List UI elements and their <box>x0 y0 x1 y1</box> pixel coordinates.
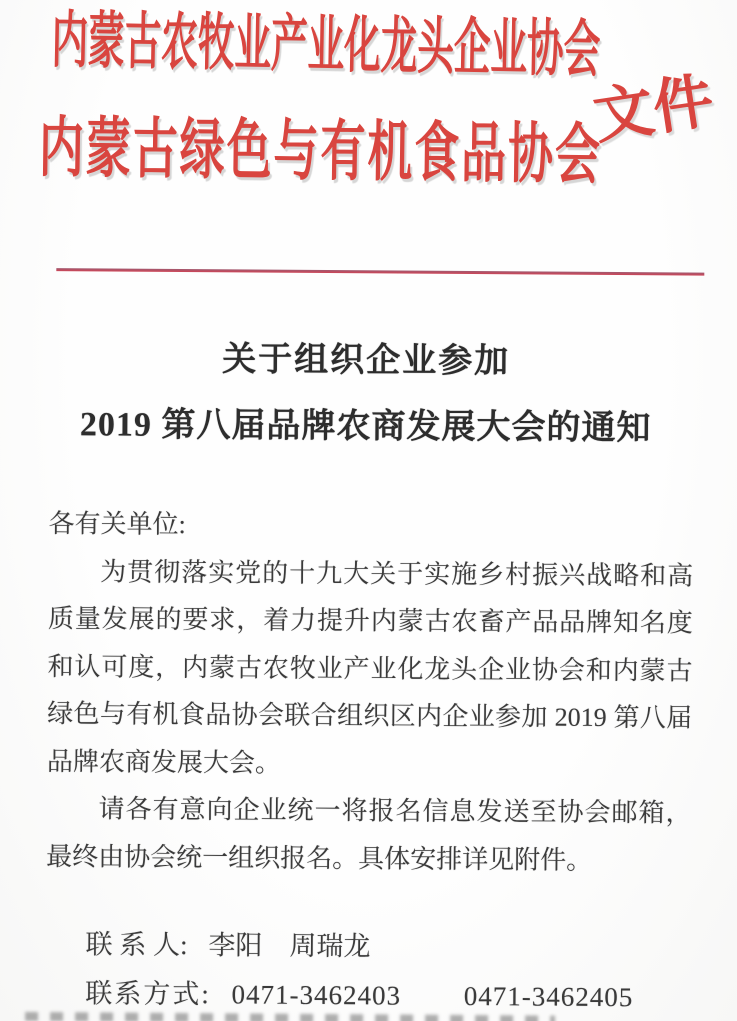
notice-title-line2: 2019 第八届品牌农商发展大会的通知 <box>79 406 652 448</box>
letterhead-org-line1: 内蒙古农牧业产业化龙头企业协会 <box>50 7 601 85</box>
contact-info <box>85 920 634 1021</box>
letterhead-org-line2: 内蒙古绿色与有机食品协会 <box>38 111 603 193</box>
contact-method-label: 联系方式: <box>85 978 211 1010</box>
notice-title-line1: 关于组织企业参加 <box>222 341 511 381</box>
notice-body <box>46 500 694 884</box>
salutation: 各有关单位: <box>48 509 186 540</box>
paragraph-1: 为贯彻落实党的十九大关于实施乡村振兴战略和高质量发展的要求，着力提升内蒙古农畜产品品牌知名度和认可度，内蒙古农牧业产业化龙头企业协会和内蒙古绿色与有机食品协会联合组织区内企业参加 2019 第八届品牌农商发展大会。 <box>46 556 694 778</box>
document-marker-label: 文件 <box>589 67 718 151</box>
contact-phone-1: 0471-3462403 <box>231 979 402 1011</box>
paragraph-2: 请各有意向企业统一将报名信息发送至协会邮箱，最终由协会统一组织报名。具体安排详见附件。 <box>46 794 692 875</box>
red-divider-line <box>56 268 704 276</box>
contact-person-line <box>85 920 633 973</box>
contact-phone-2: 0471-3462405 <box>463 980 634 1013</box>
contact-person-names: 李阳 周瑞龙 <box>208 930 371 962</box>
contact-person-label: 联 系 人: <box>85 929 188 961</box>
